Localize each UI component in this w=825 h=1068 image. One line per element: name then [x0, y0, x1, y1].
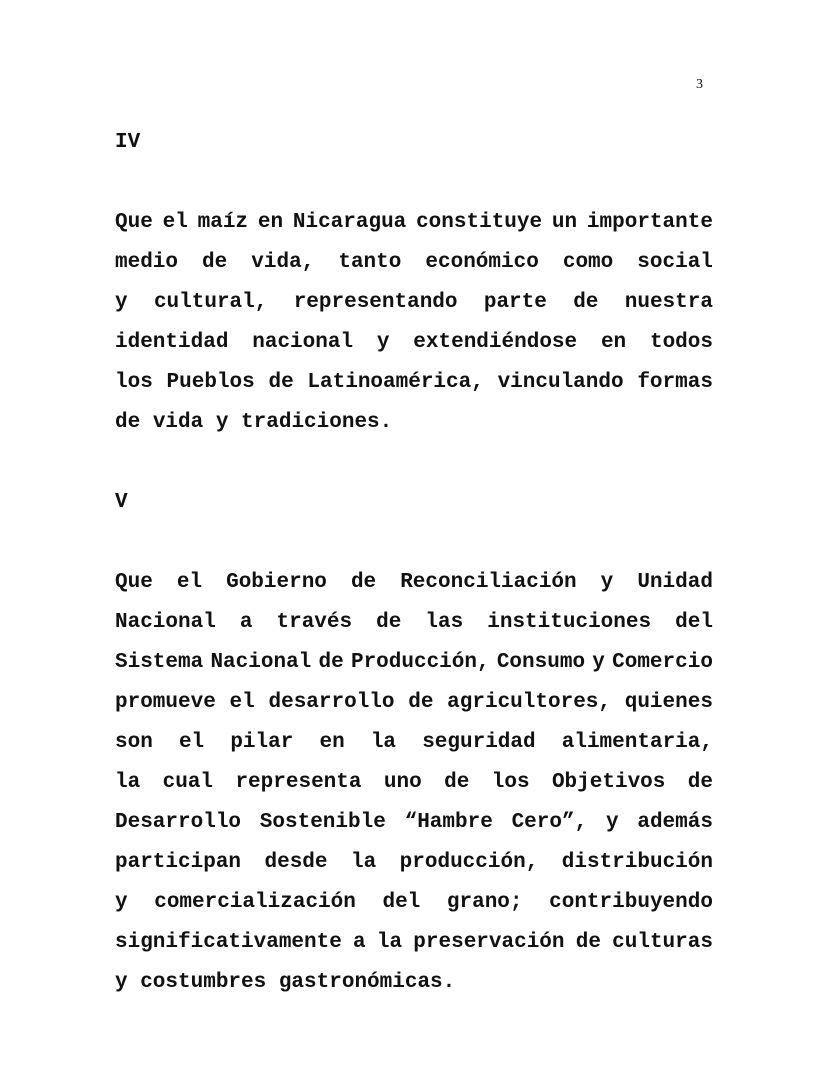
word: extendiéndose: [413, 331, 578, 354]
word: en: [600, 331, 627, 354]
paragraph-line: [115, 883, 713, 923]
word: y: [115, 891, 128, 914]
word: maíz: [197, 211, 249, 234]
word: y: [115, 291, 128, 314]
word: Pueblos: [166, 371, 255, 394]
word: culturas: [612, 931, 713, 954]
word: la: [376, 931, 403, 954]
word: un: [551, 211, 578, 234]
word: formas: [637, 371, 713, 394]
word: las: [425, 611, 464, 634]
word: tanto: [338, 251, 402, 274]
word: en: [257, 211, 284, 234]
paragraph-line: [115, 203, 713, 243]
word: pilar: [230, 731, 294, 754]
word: Reconciliación: [400, 571, 577, 594]
section-paragraph-v: [115, 563, 713, 1003]
word: los: [115, 371, 153, 394]
word: la: [115, 771, 141, 794]
word: de: [318, 651, 344, 674]
word: de: [408, 691, 434, 714]
word: instituciones: [487, 611, 652, 634]
word: Gobierno: [226, 571, 327, 594]
word: seguridad: [422, 731, 536, 754]
paragraph-line: [115, 563, 713, 603]
word: desde: [264, 851, 328, 874]
word: de: [115, 411, 141, 434]
word: de: [575, 931, 601, 954]
word: y: [376, 331, 390, 354]
word: el: [162, 211, 188, 234]
paragraph-line: [115, 843, 713, 883]
word: quienes: [624, 691, 713, 714]
word: Sostenible: [259, 811, 386, 834]
word: y: [115, 971, 128, 994]
paragraph-line: [115, 323, 713, 363]
word: importante: [586, 211, 713, 234]
word: de: [687, 771, 713, 794]
word: vinculando: [497, 371, 624, 394]
word: el: [229, 691, 255, 714]
word: social: [637, 251, 713, 274]
paragraph-line: [115, 243, 713, 283]
word: desarrollo: [268, 691, 395, 714]
word: como: [562, 251, 614, 274]
word: tradiciones.: [241, 411, 393, 434]
word: Nacional: [115, 611, 216, 634]
word: todos: [649, 331, 713, 354]
word: de: [268, 371, 294, 394]
word: Unidad: [637, 571, 713, 594]
word: distribución: [561, 851, 713, 874]
word: a: [239, 611, 253, 634]
word: vida,: [251, 251, 315, 274]
word: identidad: [115, 331, 229, 354]
word: de: [350, 571, 377, 594]
paragraph-line: [115, 283, 713, 323]
word: Consumo: [496, 651, 586, 674]
word: a: [353, 931, 366, 954]
word: comercialización: [154, 891, 356, 914]
page-number: 3: [696, 77, 703, 92]
spacer: [115, 523, 713, 563]
word: la: [370, 731, 397, 754]
paragraph-line: [115, 603, 713, 643]
word: representa: [235, 771, 362, 794]
section-paragraph-iv: [115, 203, 713, 443]
word: y: [592, 651, 605, 674]
word: de: [376, 611, 402, 634]
word: Comercio: [612, 651, 713, 674]
word: gastronómicas.: [278, 971, 456, 994]
section-heading-iv: IV: [115, 131, 141, 154]
paragraph-line: [115, 923, 713, 963]
word: nuestra: [624, 291, 713, 314]
word: “Hambre: [404, 811, 493, 834]
word: medio: [115, 251, 179, 274]
word: cultural,: [153, 291, 268, 314]
word: además: [637, 811, 713, 834]
paragraph-line: [115, 803, 713, 843]
word: parte: [483, 291, 547, 314]
word: costumbres: [140, 971, 267, 994]
word: Producción,: [350, 651, 490, 674]
word: Que: [115, 571, 153, 594]
word: significativamente: [115, 931, 342, 954]
word: constituye: [416, 211, 543, 234]
paragraph-line: [115, 723, 713, 763]
word: preservación: [413, 931, 565, 954]
word: producción,: [399, 851, 539, 874]
word: del: [675, 611, 713, 634]
word: Nicaragua: [292, 211, 407, 234]
paragraph-line: [115, 403, 713, 443]
word: Que: [115, 211, 153, 234]
paragraph-line: [115, 643, 713, 683]
word: de: [573, 291, 599, 314]
word: de: [202, 251, 228, 274]
paragraph-line: [115, 683, 713, 723]
word: y: [605, 811, 619, 834]
word: grano;: [446, 891, 523, 914]
word: Latinoamérica,: [307, 371, 484, 394]
section-heading-v: V: [115, 491, 128, 514]
word: nacional: [252, 331, 354, 354]
word: uno: [383, 771, 422, 794]
word: Sistema: [115, 651, 204, 674]
word: de: [444, 771, 470, 794]
word: son: [115, 731, 153, 754]
word: participan: [115, 851, 242, 874]
word: en: [319, 731, 345, 754]
word: promueve: [115, 691, 216, 714]
word: Objetivos: [551, 771, 666, 794]
paragraph-line: [115, 363, 713, 403]
word: representando: [293, 291, 458, 314]
word: vida: [152, 411, 204, 434]
word: los: [491, 771, 530, 794]
word: agricultores,: [447, 691, 611, 714]
spacer: [115, 163, 713, 203]
word: el: [178, 731, 205, 754]
word: y: [600, 571, 614, 594]
word: alimentaria,: [561, 731, 713, 754]
word: Cero”,: [511, 811, 588, 834]
word: contribuyendo: [549, 891, 713, 914]
word: cual: [162, 771, 214, 794]
word: la: [350, 851, 377, 874]
paragraph-line: [115, 763, 713, 803]
word: el: [176, 571, 203, 594]
word: económico: [425, 251, 539, 274]
word: través: [276, 611, 353, 634]
document-body: [115, 123, 713, 1003]
paragraph-line: [115, 963, 713, 1003]
word: y: [215, 411, 229, 434]
word: del: [382, 891, 421, 914]
spacer: [115, 443, 713, 483]
word: Nacional: [210, 651, 312, 674]
word: Desarrollo: [115, 811, 242, 834]
